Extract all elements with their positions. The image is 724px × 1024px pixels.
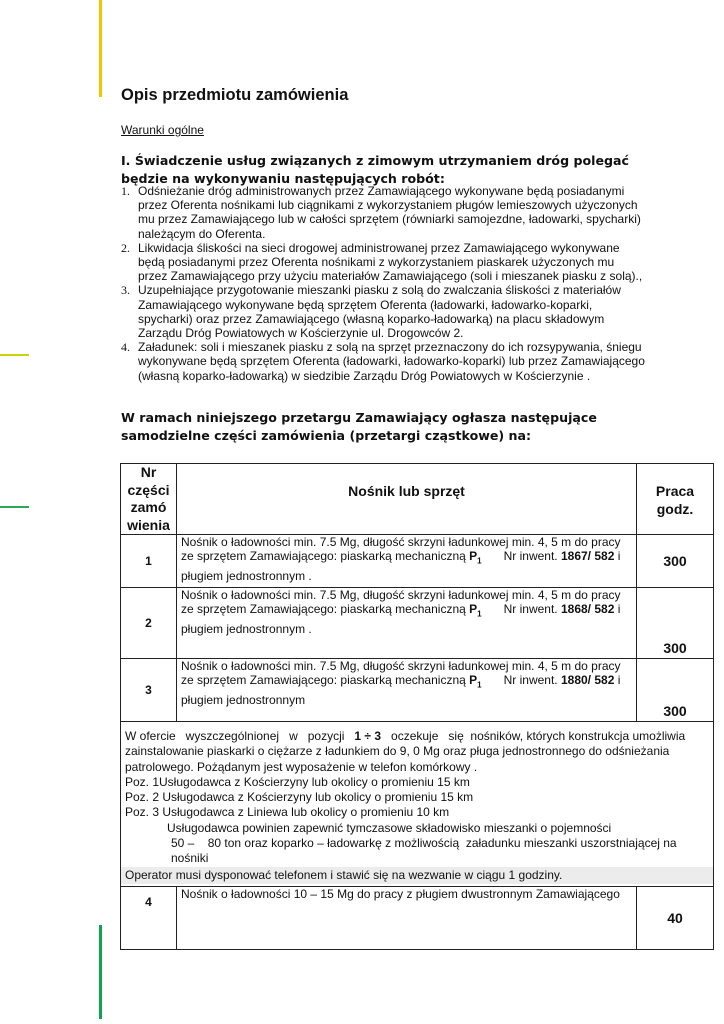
- description-text: i: [617, 673, 621, 688]
- part-hours: 300: [637, 588, 714, 659]
- list-item-line: mu przez Zamawiającego lub w całości sprzętem (równiarki samojezdne, ładowarki, spycharki): [138, 212, 641, 227]
- description-line: Nośnik o ładowności min. 7.5 Mg, długość skrzyni ładunkowej min. 4, 5 m do pracy: [181, 535, 621, 549]
- page-title: Opis przedmiotu zamówienia: [121, 86, 349, 104]
- list-item-number: 4.: [121, 340, 130, 355]
- table-row: [121, 588, 714, 659]
- section-heading-works: I. Świadczenie usług związanych z zimowym utrzymaniem dróg polegać będzie na wykonywaniu następujących robót:: [121, 153, 629, 186]
- list-item-line: spycharki) oraz przez Zamawiającego (własną koparko-ładowarką) na placu składowym: [138, 311, 605, 326]
- description-line: Nośnik o ładowności min. 7.5 Mg, długość skrzyni ładunkowej min. 4, 5 m do pracy: [181, 659, 621, 673]
- section-heading-parts: W ramach niniejszego przetargu Zamawiający ogłasza następujące samodzielne części zamówienia (przetargi cząstkowe) na:: [121, 410, 597, 443]
- bottom-accent-bar: [99, 925, 102, 1019]
- margin-mark-yellow: [0, 354, 29, 356]
- inventory-label: Nr inwent.: [503, 673, 558, 688]
- table-row: [121, 886, 714, 949]
- equipment-label: P: [469, 673, 478, 688]
- inventory-number: 1880/ 582: [560, 673, 615, 688]
- part-hours: 300: [637, 659, 714, 722]
- notes-line: [125, 729, 709, 744]
- part-description: [177, 659, 637, 722]
- inventory-number: 1867/ 582: [560, 549, 615, 564]
- description-text: i: [617, 549, 621, 564]
- notes-text: W ofercie wyszczególnionej w pozycji: [125, 729, 355, 743]
- description-line: pługiem jednostronnym .: [181, 621, 312, 636]
- part-number: 3: [121, 659, 177, 722]
- list-item-line: będą posiadanymi przez Oferenta nośnikami z wykorzystaniem piaskarek użyczonych mu: [138, 255, 615, 270]
- list-item-number: 2.: [121, 240, 130, 255]
- header-carrier: Nośnik lub sprzęt: [177, 464, 637, 535]
- part-hours: 300: [637, 535, 714, 588]
- header-line: wienia: [127, 516, 170, 533]
- notes-block: [121, 722, 713, 886]
- part-description: [177, 535, 637, 588]
- equipment-label: P: [469, 602, 478, 617]
- list-item: [121, 340, 661, 383]
- part-description: [177, 588, 637, 659]
- notes-line: Poz. 3 Usługodawca z Liniewa lub okolicy o promieniu 10 km: [125, 805, 450, 820]
- list-item-line: (własną koparko-ładowarką) w siedzibie Zarządu Dróg Powiatowych w Kościerzynie .: [138, 368, 591, 383]
- description-line: Nośnik o ładowności min. 7.5 Mg, długość skrzyni ładunkowej min. 4, 5 m do pracy: [181, 588, 621, 602]
- list-item-line: Zamawiającego wykonywane będą sprzętem Oferenta (ładowarki, ładowarko-koparki,: [138, 297, 593, 312]
- header-line: części: [127, 481, 170, 498]
- notes-line: nośniki: [171, 851, 209, 866]
- list-item: [121, 184, 661, 241]
- equipment-subscript: 1: [477, 680, 482, 690]
- description-line: pługiem jednostronnym .: [181, 568, 312, 583]
- table-header-row: [121, 464, 714, 535]
- notes-line: Usługodawca powinien zapewnić tymczasowe składowisko mieszanki o pojemności: [167, 820, 612, 835]
- list-item-number: 3.: [121, 283, 130, 298]
- notes-text: oczekuje się nośników, których konstrukcja umożliwia: [381, 729, 686, 743]
- notes-line: patrolowego. Pożądanym jest wyposażenie w telefon komórkowy .: [125, 759, 478, 774]
- list-item-line: przez Oferenta nośnikami lub ciągnikami z wykorzystaniem pługów lemieszowych użyczonych: [138, 198, 638, 213]
- header-line: zamó: [130, 499, 167, 515]
- work-list: [121, 184, 661, 383]
- description-text: i: [617, 602, 621, 617]
- table-row: [121, 659, 714, 722]
- list-item: [121, 241, 661, 284]
- top-accent-bar: [99, 0, 102, 97]
- notes-line: 50 – 80 ton oraz koparko – ładowarkę z możliwością załadunku mieszanki uszorstniającej na: [171, 836, 677, 851]
- equipment-subscript: 1: [477, 609, 482, 619]
- notes-cell: [121, 722, 714, 887]
- header-hours: [637, 464, 714, 535]
- table-notes-row: [121, 722, 714, 887]
- list-item-line: Załadunek: soli i mieszanek piasku z solą na sprzęt przeznaczony do ich rozsypywania, śniegu: [138, 340, 642, 355]
- list-item-line: należącym do Oferenta.: [138, 226, 266, 241]
- equipment-label: P: [469, 549, 478, 564]
- list-item: [121, 283, 661, 340]
- list-item-line: Uzupełniające przygotowanie mieszanki piasku z solą do zwalczania śliskości z materiałów: [138, 283, 621, 298]
- list-item-line: Odśnieżanie dróg administrowanych przez Zamawiającego wykonywane będą posiadanymi: [138, 184, 625, 198]
- description-line: [181, 549, 632, 569]
- parts-table: [120, 463, 714, 950]
- header-line: godz.: [656, 500, 694, 517]
- margin-mark-green: [0, 506, 29, 508]
- inventory-label: Nr inwent.: [503, 602, 558, 617]
- description-text: ze sprzętem Zamawiającego: piaskarką mechaniczną: [181, 602, 470, 617]
- header-part-number: [121, 464, 177, 535]
- description-text: ze sprzętem Zamawiającego: piaskarką mechaniczną: [181, 549, 470, 564]
- part-number: 2: [121, 588, 177, 659]
- list-item-number: 1.: [121, 184, 130, 198]
- list-item-line: przez Zamawiającego przy użyciu materiałów Zamawiającego (soli i mieszanek piasku z solą).,: [138, 269, 643, 284]
- list-item-line: wykonywane będą sprzętem Oferenta (ładowarki, ładowarko-koparki) lub przez Zamawiającego: [138, 354, 645, 369]
- part-hours: 40: [637, 886, 714, 949]
- equipment-subscript: 1: [477, 556, 482, 566]
- description-line: pługiem jednostronnym: [181, 692, 306, 707]
- list-item-line: Likwidacja śliskości na sieci drogowej administrowanej przez Zamawiającego wykonywane: [138, 240, 620, 255]
- notes-line: Operator musi dysponować telefonem i stawić się na wezwanie w ciągu 1 godziny.: [121, 867, 713, 884]
- notes-range: 1 ÷ 3: [354, 729, 382, 743]
- header-line: Nr: [140, 464, 157, 480]
- notes-line: zainstalowanie piaskarki o ciężarze z ładunkiem do 9, 0 Mg oraz pługa jednostronnego do odśnieżania: [125, 744, 670, 759]
- description-line: [181, 673, 632, 693]
- table-row: [121, 535, 714, 588]
- inventory-number: 1868/ 582: [560, 602, 615, 617]
- part-number: 4: [121, 886, 177, 949]
- part-description: Nośnik o ładowności 10 – 15 Mg do pracy z pługiem dwustronnym Zamawiającego: [177, 886, 637, 949]
- list-item-line: Zarządu Dróg Powiatowych w Kościerzynie ul. Drogowców 2.: [138, 326, 464, 341]
- notes-line: Poz. 2 Usługodawca z Kościerzyny lub okolicy o promieniu 15 km: [125, 790, 474, 805]
- subheading: Warunki ogólne: [121, 123, 204, 137]
- notes-line: Poz. 1Usługodawca z Kościerzyny lub okolicy o promieniu 15 km: [125, 774, 470, 789]
- part-number: 1: [121, 535, 177, 588]
- inventory-label: Nr inwent.: [503, 549, 558, 564]
- description-text: ze sprzętem Zamawiającego: piaskarką mechaniczną: [181, 673, 470, 688]
- header-line: Praca: [655, 483, 695, 499]
- description-line: [181, 602, 632, 622]
